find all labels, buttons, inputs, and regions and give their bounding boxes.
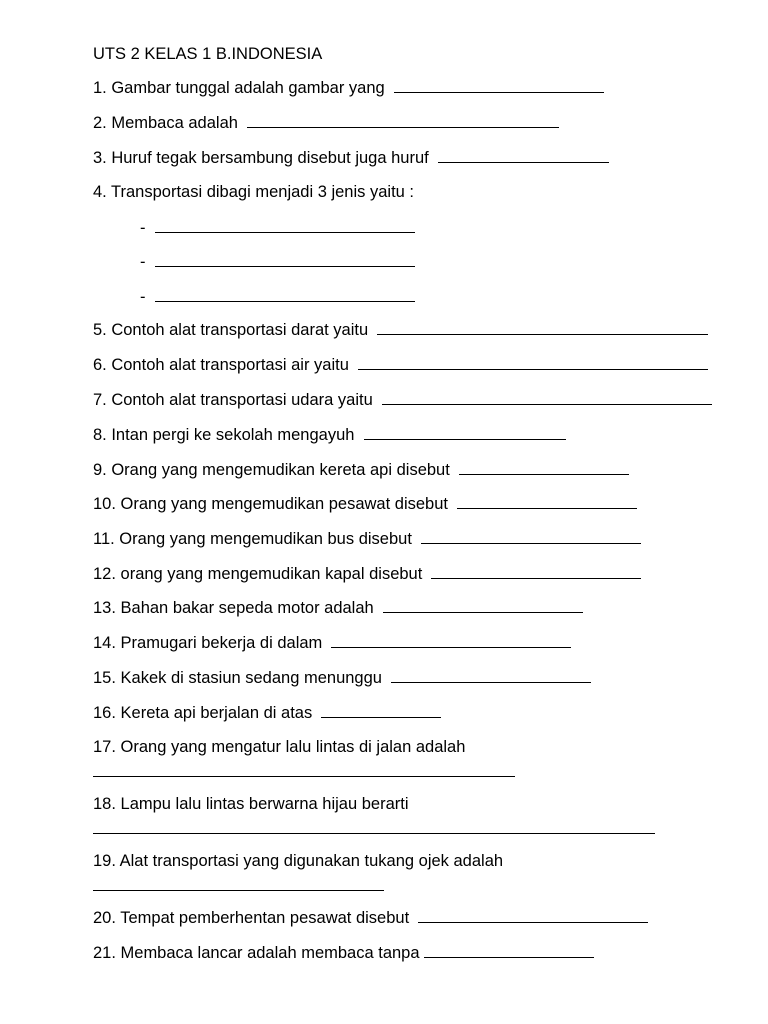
question-2: 2. Membaca adalah <box>93 113 559 133</box>
question-7: 7. Contoh alat transportasi udara yaitu <box>93 390 712 410</box>
answer-blank[interactable] <box>93 819 655 834</box>
question-21: 21. Membaca lancar adalah membaca tanpa <box>93 943 594 963</box>
answer-blank[interactable] <box>358 355 708 370</box>
answer-blank[interactable] <box>377 320 708 335</box>
question-20: 20. Tempat pemberhentan pesawat disebut <box>93 908 648 928</box>
answer-blank[interactable] <box>331 633 571 648</box>
question-13: 13. Bahan bakar sepeda motor adalah <box>93 598 583 618</box>
question-19: 19. Alat transportasi yang digunakan tukang ojek adalah <box>93 852 504 870</box>
question-17-answer <box>93 762 515 782</box>
question-9: 9. Orang yang mengemudikan kereta api disebut <box>93 460 629 480</box>
answer-blank[interactable] <box>424 943 594 958</box>
answer-blank[interactable] <box>93 762 515 777</box>
answer-blank[interactable] <box>155 218 415 233</box>
question-15: 15. Kakek di stasiun sedang menunggu <box>93 668 591 688</box>
question-8: 8. Intan pergi ke sekolah mengayuh <box>93 425 566 445</box>
answer-blank[interactable] <box>394 78 604 93</box>
question-18: 18. Lampu lalu lintas berwarna hijau berarti <box>93 795 409 813</box>
question-6: 6. Contoh alat transportasi air yaitu <box>93 355 708 375</box>
answer-blank[interactable] <box>383 598 583 613</box>
question-16: 16. Kereta api berjalan di atas <box>93 703 441 723</box>
question-11: 11. Orang yang mengemudikan bus disebut <box>93 529 641 549</box>
answer-blank[interactable] <box>155 252 415 267</box>
question-14: 14. Pramugari bekerja di dalam <box>93 633 571 653</box>
answer-blank[interactable] <box>457 494 637 509</box>
question-4-item: - <box>140 287 415 307</box>
answer-blank[interactable] <box>364 425 566 440</box>
question-19-answer <box>93 876 384 896</box>
question-5: 5. Contoh alat transportasi darat yaitu <box>93 320 708 340</box>
answer-blank[interactable] <box>391 668 591 683</box>
answer-blank[interactable] <box>155 287 415 302</box>
question-4: 4. Transportasi dibagi menjadi 3 jenis yaitu : <box>93 183 415 201</box>
question-3: 3. Huruf tegak bersambung disebut juga huruf <box>93 148 609 168</box>
answer-blank[interactable] <box>247 113 559 128</box>
answer-blank[interactable] <box>382 390 712 405</box>
question-18-answer <box>93 819 655 839</box>
question-12: 12. orang yang mengemudikan kapal disebut <box>93 564 641 584</box>
question-1: 1. Gambar tunggal adalah gambar yang <box>93 78 604 98</box>
answer-blank[interactable] <box>421 529 641 544</box>
answer-blank[interactable] <box>321 703 441 718</box>
question-10: 10. Orang yang mengemudikan pesawat disebut <box>93 494 637 514</box>
answer-blank[interactable] <box>418 908 648 923</box>
answer-blank[interactable] <box>431 564 641 579</box>
page-title: UTS 2 KELAS 1 B.INDONESIA <box>93 45 323 63</box>
answer-blank[interactable] <box>93 876 384 891</box>
question-17: 17. Orang yang mengatur lalu lintas di jalan adalah <box>93 738 466 756</box>
question-4-item: - <box>140 218 415 238</box>
question-4-item: - <box>140 252 415 272</box>
answer-blank[interactable] <box>459 460 629 475</box>
answer-blank[interactable] <box>438 148 609 163</box>
